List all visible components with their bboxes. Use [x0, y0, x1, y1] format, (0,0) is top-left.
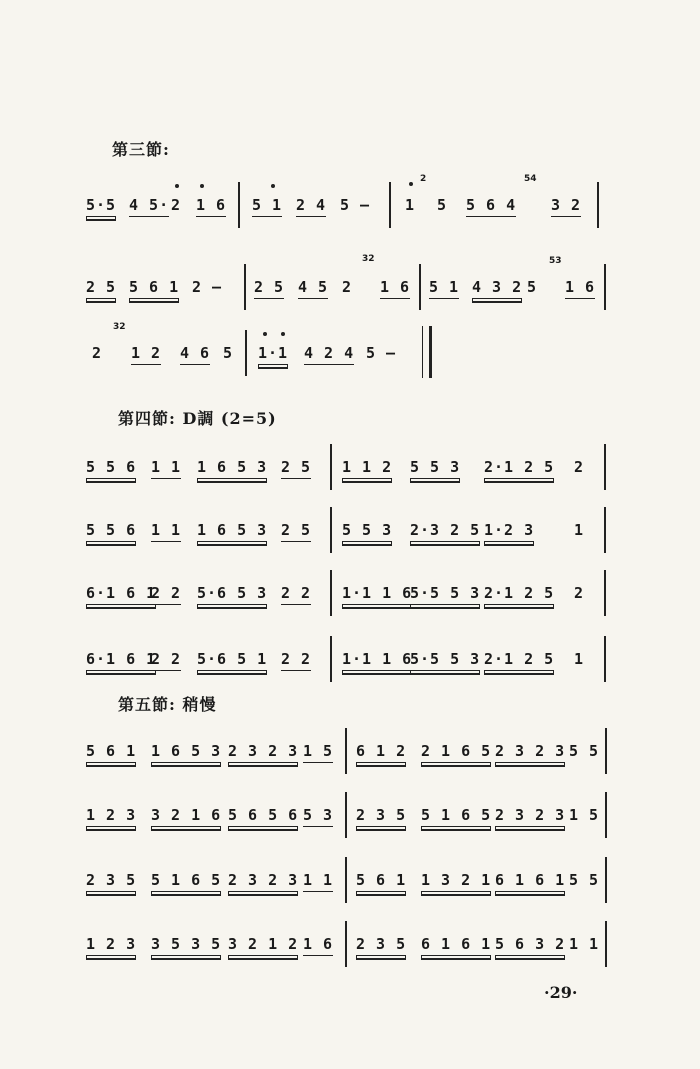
note-group: 1 6 [380, 278, 410, 299]
note-group: 2 2 [281, 650, 311, 671]
note-group: 5 5 [569, 742, 600, 760]
barline [330, 636, 332, 682]
barline [345, 857, 347, 903]
note-group: 1·1 [258, 344, 288, 365]
note-group: 3 2 1 6 [151, 806, 221, 827]
note-group: 1·1 1 6 [342, 584, 412, 605]
barline [389, 182, 391, 228]
note-group: 5 5 [569, 871, 600, 889]
barline [330, 507, 332, 553]
barline [597, 182, 599, 228]
barline [330, 444, 332, 490]
note-group: 5 5 3 [342, 521, 392, 542]
note-group: 1 2 3 [86, 935, 136, 956]
note-group: 1 6 5 3 [197, 458, 267, 479]
note-group: 1 2 3 [86, 806, 136, 827]
note-group: 1 2 [131, 344, 161, 365]
note-group: 2·1 2 5 [484, 458, 554, 479]
note-group: 1 1 2 [342, 458, 392, 479]
note-group: 2 2 [281, 584, 311, 605]
note-group: 5 5 6 [86, 521, 136, 542]
barline [605, 728, 607, 774]
note-group: 5 1 [429, 278, 459, 299]
note-group: 2·1 2 5 [484, 650, 554, 671]
note-group: 5·5 5 3 [410, 650, 480, 671]
note-group: 2 5 [281, 521, 311, 542]
note-group: 2 [342, 278, 353, 296]
note-group: 4 5 [298, 278, 328, 299]
note-group: 1·2 3 [484, 521, 534, 542]
note-group: 1·1 1 6 [342, 650, 412, 671]
note-group: 2 4 [296, 196, 326, 217]
note-group: 1 6 [196, 196, 226, 217]
note-group: 5 1 6 5 [151, 871, 221, 892]
note-group: 2 [574, 584, 585, 602]
note-group: 1 [574, 521, 585, 539]
note-group: 1 1 [303, 871, 333, 892]
note-group: 4 6 [180, 344, 210, 365]
note-group: 5 6 3 2 [495, 935, 565, 956]
octave-dot [175, 184, 179, 188]
section-title-4: 第四節: D調 (2=5) [118, 409, 277, 428]
note-group: 6 1 6 1 [421, 935, 491, 956]
staff-line [0, 734, 700, 774]
note-group: 2 5 [86, 278, 116, 299]
page-number: ·29· [544, 983, 578, 1002]
octave-dot [409, 182, 413, 186]
grace-note: 54 [524, 174, 537, 184]
barline [605, 792, 607, 838]
note-group: 2 3 2 3 [228, 742, 298, 763]
note-group: 1 1 [151, 521, 181, 542]
note-group: 2·3 2 5 [410, 521, 480, 542]
note-group: 2 3 5 [356, 806, 406, 827]
section-title-3: 第三節: [112, 140, 170, 159]
staff-line [0, 863, 700, 903]
note-group: 5 [527, 278, 538, 296]
barline [244, 264, 246, 310]
staff-line [0, 927, 700, 967]
note-group: 1 [574, 650, 585, 668]
note-group: 5 — [340, 196, 371, 214]
note-group: 2 [92, 344, 103, 362]
barline [605, 857, 607, 903]
staff-line [0, 254, 700, 310]
note-group: 5 1 6 5 [421, 806, 491, 827]
final-barline [422, 326, 432, 378]
note-group: 3 2 [551, 196, 581, 217]
note-group: 2 5 [254, 278, 284, 299]
staff-line [0, 513, 700, 553]
note-group: 5 5 6 [86, 458, 136, 479]
note-group: 1 6 5 3 [151, 742, 221, 763]
note-group: 2 3 5 [356, 935, 406, 956]
note-group: 1 3 2 1 [421, 871, 491, 892]
barline [238, 182, 240, 228]
note-group: 1 6 5 3 [197, 521, 267, 542]
note-group: 5·6 5 1 [197, 650, 267, 671]
barline [330, 570, 332, 616]
barline [245, 330, 247, 376]
note-group: 2 [171, 196, 182, 214]
barline [604, 264, 606, 310]
note-group: 5 6 1 [356, 871, 406, 892]
note-group: 5·5 5 3 [410, 584, 480, 605]
note-group: 5 — [366, 344, 397, 362]
note-group: 2·1 2 5 [484, 584, 554, 605]
staff-line [0, 798, 700, 838]
note-group: 2 [574, 458, 585, 476]
octave-dot [281, 332, 285, 336]
staff-line [0, 450, 700, 490]
barline [345, 728, 347, 774]
note-group: 1 6 [303, 935, 333, 956]
octave-dot [263, 332, 267, 336]
note-group: 2 1 6 5 [421, 742, 491, 763]
note-group: 1 5 [303, 742, 333, 763]
note-group: 5 6 1 [129, 278, 179, 299]
note-group: 5 1 [252, 196, 282, 217]
note-group: 1 1 [151, 458, 181, 479]
grace-note: 32 [113, 322, 126, 332]
note-group: 5 6 4 [466, 196, 516, 217]
barline [604, 507, 606, 553]
barline [605, 921, 607, 967]
note-group: 5 3 [303, 806, 333, 827]
note-group: 4 3 2 [472, 278, 522, 299]
note-group: 2 3 2 3 [495, 806, 565, 827]
staff-line [0, 322, 700, 376]
note-group: 1 5 [569, 806, 600, 824]
note-group: 2 3 2 3 [495, 742, 565, 763]
barline [604, 570, 606, 616]
staff-line [0, 174, 700, 228]
note-group: 5 [437, 196, 448, 214]
note-group: 1 6 [565, 278, 595, 299]
barline [604, 636, 606, 682]
note-group: 1 [405, 196, 416, 214]
barline [345, 792, 347, 838]
note-group: 2 2 [151, 650, 181, 671]
note-group: 6 1 2 [356, 742, 406, 763]
note-group: 2 3 2 3 [228, 871, 298, 892]
grace-note: 53 [549, 256, 562, 266]
note-group: 5·5 [86, 196, 116, 217]
note-group: 2 3 5 [86, 871, 136, 892]
note-group: 1 1 [569, 935, 600, 953]
barline [345, 921, 347, 967]
grace-note: 32 [362, 254, 375, 264]
note-group: 5 6 5 6 [228, 806, 298, 827]
barline [419, 264, 421, 310]
note-group: 5 6 1 [86, 742, 136, 763]
note-group: 4 2 4 [304, 344, 354, 365]
note-group: 2 2 [151, 584, 181, 605]
note-group: 2 — [192, 278, 223, 296]
note-group: 2 5 [281, 458, 311, 479]
note-group: 6 1 6 1 [495, 871, 565, 892]
note-group: 6·1 6 1 [86, 650, 156, 671]
octave-dot [271, 184, 275, 188]
grace-note: 2 [420, 174, 427, 184]
note-group: 5·6 5 3 [197, 584, 267, 605]
note-group: 3 2 1 2 [228, 935, 298, 956]
octave-dot [200, 184, 204, 188]
note-group: 6·1 6 1 [86, 584, 156, 605]
note-group: 4 5· [129, 196, 169, 217]
note-group: 5 [223, 344, 234, 362]
barline [604, 444, 606, 490]
staff-line [0, 642, 700, 682]
section-title-5: 第五節: 稍慢 [118, 695, 217, 714]
staff-line [0, 576, 700, 616]
note-group: 5 5 3 [410, 458, 460, 479]
note-group: 3 5 3 5 [151, 935, 221, 956]
